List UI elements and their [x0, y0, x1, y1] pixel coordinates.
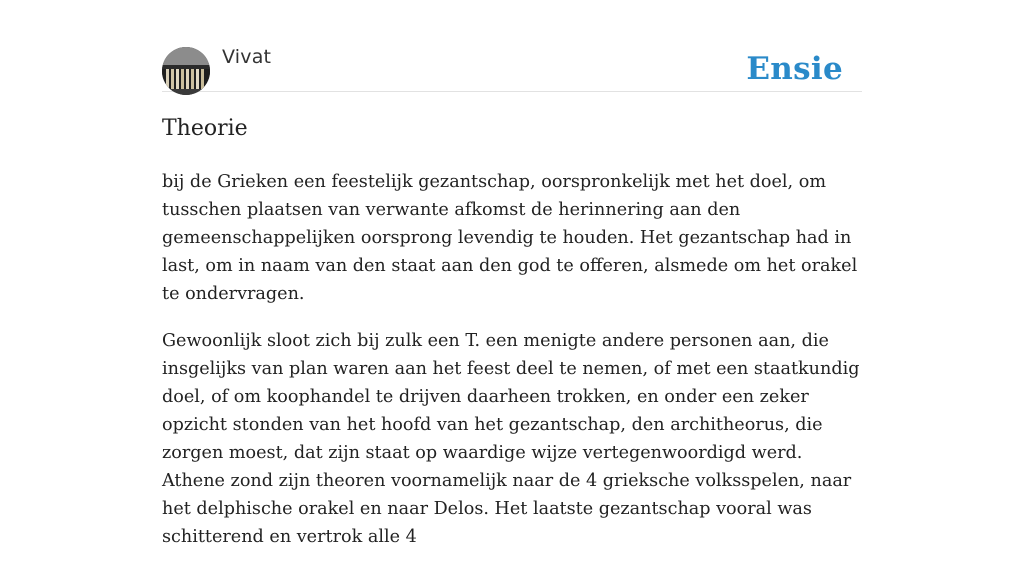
brand-logo[interactable]: Ensie	[746, 51, 843, 87]
author-avatar[interactable]	[162, 47, 210, 95]
author-name[interactable]: Vivat	[222, 46, 272, 68]
article-page	[162, 0, 862, 547]
article-body	[162, 168, 866, 570]
article-header	[162, 0, 862, 92]
paragraph: bij de Grieken een feestelijk gezantschap, oorspronkelijk met het doel, om tusschen plaatsen van verwante afkomst de herinnering aan den gemeenschappelijken oorsprong levendig te houden. Het gezantschap had in last, om in naam van den staat aan den god te offeren, alsmede om het orakel te ondervragen.	[162, 172, 858, 304]
book-spines-avatar-icon	[162, 47, 210, 95]
page-title: Theorie	[162, 116, 248, 141]
paragraph: Gewoonlijk sloot zich bij zulk een T. een menigte andere personen aan, die insgelijks van plan waren aan het feest deel te nemen, of met een staatkundig doel, of om koophandel te drijven daarheen trokken, en onder een zeker opzicht stonden van het hoofd van het gezantschap, den architheorus, die zorgen moest, dat zijn staat op waardige wijze vertegenwoordigd werd. Athene zond zijn theoren voornamelijk naar de 4 grieksche volksspelen, naar het delphische orakel en naar Delos. Het laatste gezantschap vooral was schitterend en vertrok alle 4	[162, 331, 860, 547]
